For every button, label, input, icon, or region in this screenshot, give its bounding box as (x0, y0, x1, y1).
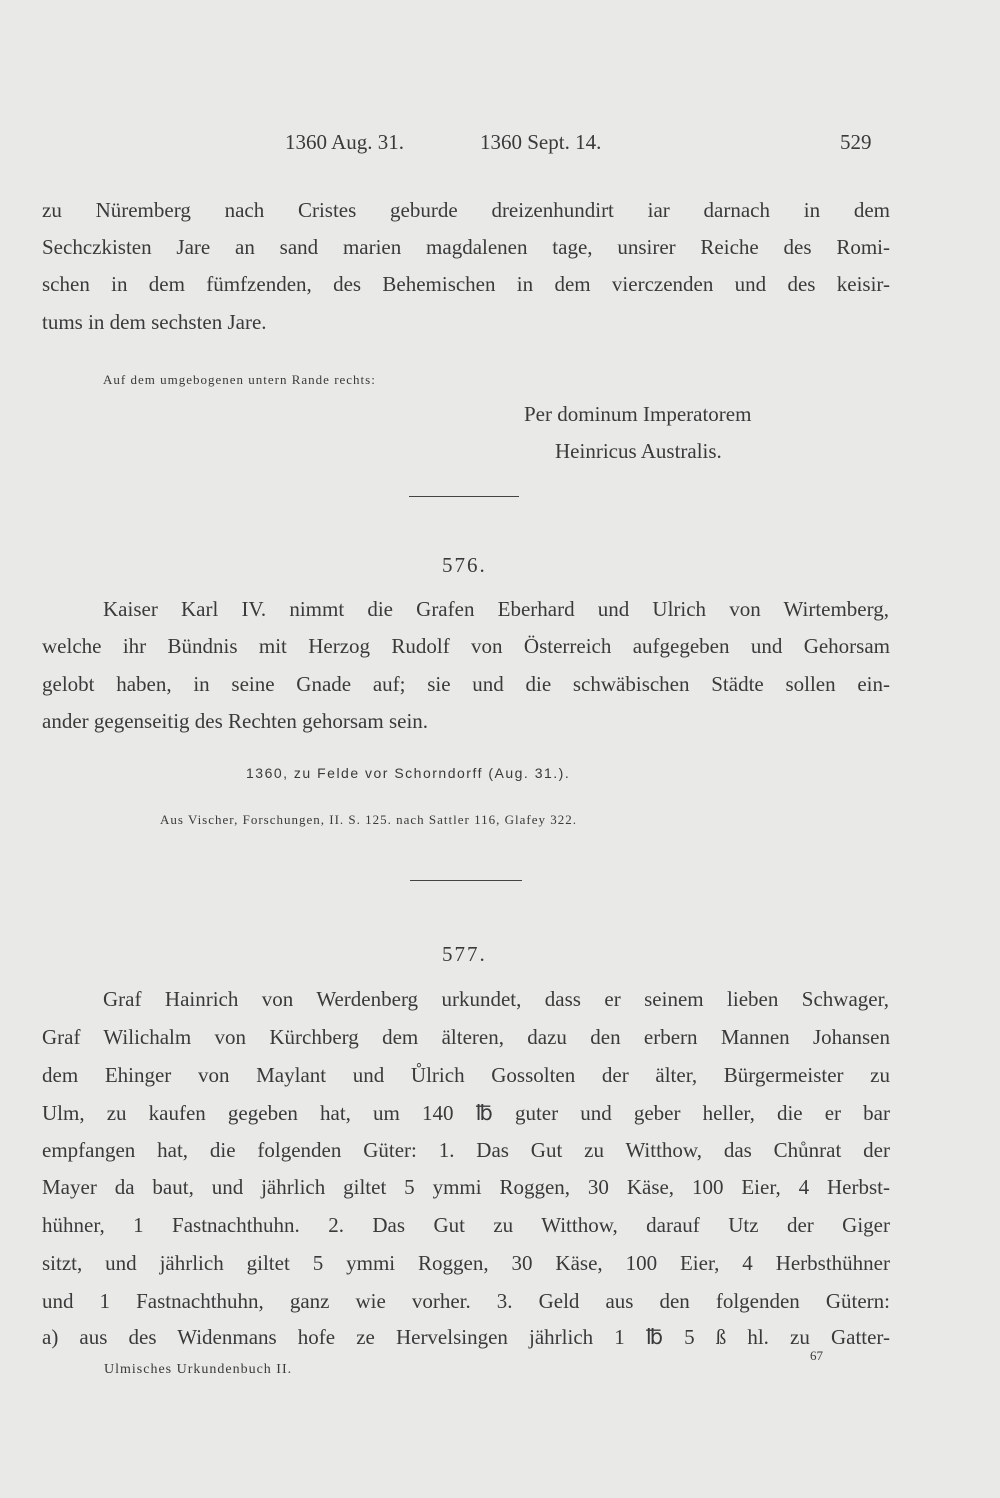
doc-577-regest-line: hühner, 1 Fastnachthuhn. 2. Das Gut zu Witthow, darauf Utz der Giger (42, 1213, 890, 1237)
footer-signature-number: 67 (810, 1348, 823, 1363)
page-number: 529 (840, 130, 872, 154)
doc-576-source: Aus Vischer, Forschungen, II. S. 125. nach Sattler 116, Glafey 322. (160, 812, 577, 827)
document-number-577: 577. (442, 942, 487, 966)
header-date-left: 1360 Aug. 31. (285, 130, 405, 154)
doc-576-dateline: 1360, zu Felde vor Schorndorff (Aug. 31.). (246, 765, 571, 781)
signature-line-2: Heinricus Australis. (555, 439, 722, 463)
doc-577-regest-line: Graf Wilichalm von Kürchberg dem älteren, dazu den erbern Mannen Johansen (42, 1025, 890, 1049)
doc-577-regest-line: a) aus des Widenmans hofe ze Hervelsingen jährlich 1 ℔ 5 ß hl. zu Gatter- (42, 1325, 890, 1349)
doc-576-regest-line: ander gegenseitig des Rechten gehorsam sein. (42, 709, 429, 733)
doc-576-regest-line: gelobt haben, in seine Gnade auf; sie und die schwäbischen Städte sollen ein- (42, 672, 890, 696)
footer-book-title: Ulmisches Urkundenbuch II. (104, 1362, 293, 1377)
prev-doc-line: Sechczkisten Jare an sand marien magdalenen tage, unsirer Reiche des Romi- (42, 235, 890, 259)
prev-doc-line: zu Nüremberg nach Cristes geburde dreizenhundirt iar darnach in dem (42, 198, 890, 222)
doc-576-regest-line: Kaiser Karl IV. nimmt die Grafen Eberhard und Ulrich von Wirtemberg, (103, 597, 889, 621)
doc-577-regest-line: Ulm, zu kaufen gegeben hat, um 140 ℔ guter und geber heller, die er bar (42, 1101, 890, 1125)
doc-576-regest-line: welche ihr Bündnis mit Herzog Rudolf von Österreich aufgegeben und Gehorsam (42, 634, 890, 658)
prev-doc-line: tums in dem sechsten Jare. (42, 310, 267, 334)
margin-note: Auf dem umgebogenen untern Rande rechts: (103, 372, 376, 387)
doc-577-regest-line: sitzt, und jährlich giltet 5 ymmi Roggen, 30 Käse, 100 Eier, 4 Herbsthühner (42, 1251, 890, 1275)
prev-doc-line: schen in dem fümfzenden, des Behemischen in dem vierczenden und des keisir- (42, 272, 890, 296)
signature-line-1: Per dominum Imperatorem (524, 402, 752, 426)
document-number-576: 576. (442, 553, 487, 577)
section-divider (409, 496, 519, 497)
section-divider (410, 880, 522, 881)
doc-577-regest-line: Graf Hainrich von Werdenberg urkundet, dass er seinem lieben Schwager, (103, 987, 889, 1011)
running-head (0, 130, 1000, 164)
doc-577-regest-line: empfangen hat, die folgenden Güter: 1. Das Gut zu Witthow, das Chůnrat der (42, 1138, 890, 1162)
doc-577-regest-line: und 1 Fastnachthuhn, ganz wie vorher. 3. Geld aus den folgenden Gütern: (42, 1289, 890, 1313)
doc-577-regest-line: dem Ehinger von Maylant und Ůlrich Gossolten der älter, Bürgermeister zu (42, 1063, 890, 1087)
doc-577-regest-line: Mayer da baut, und jährlich giltet 5 ymmi Roggen, 30 Käse, 100 Eier, 4 Herbst- (42, 1175, 890, 1199)
header-date-right: 1360 Sept. 14. (480, 130, 602, 154)
